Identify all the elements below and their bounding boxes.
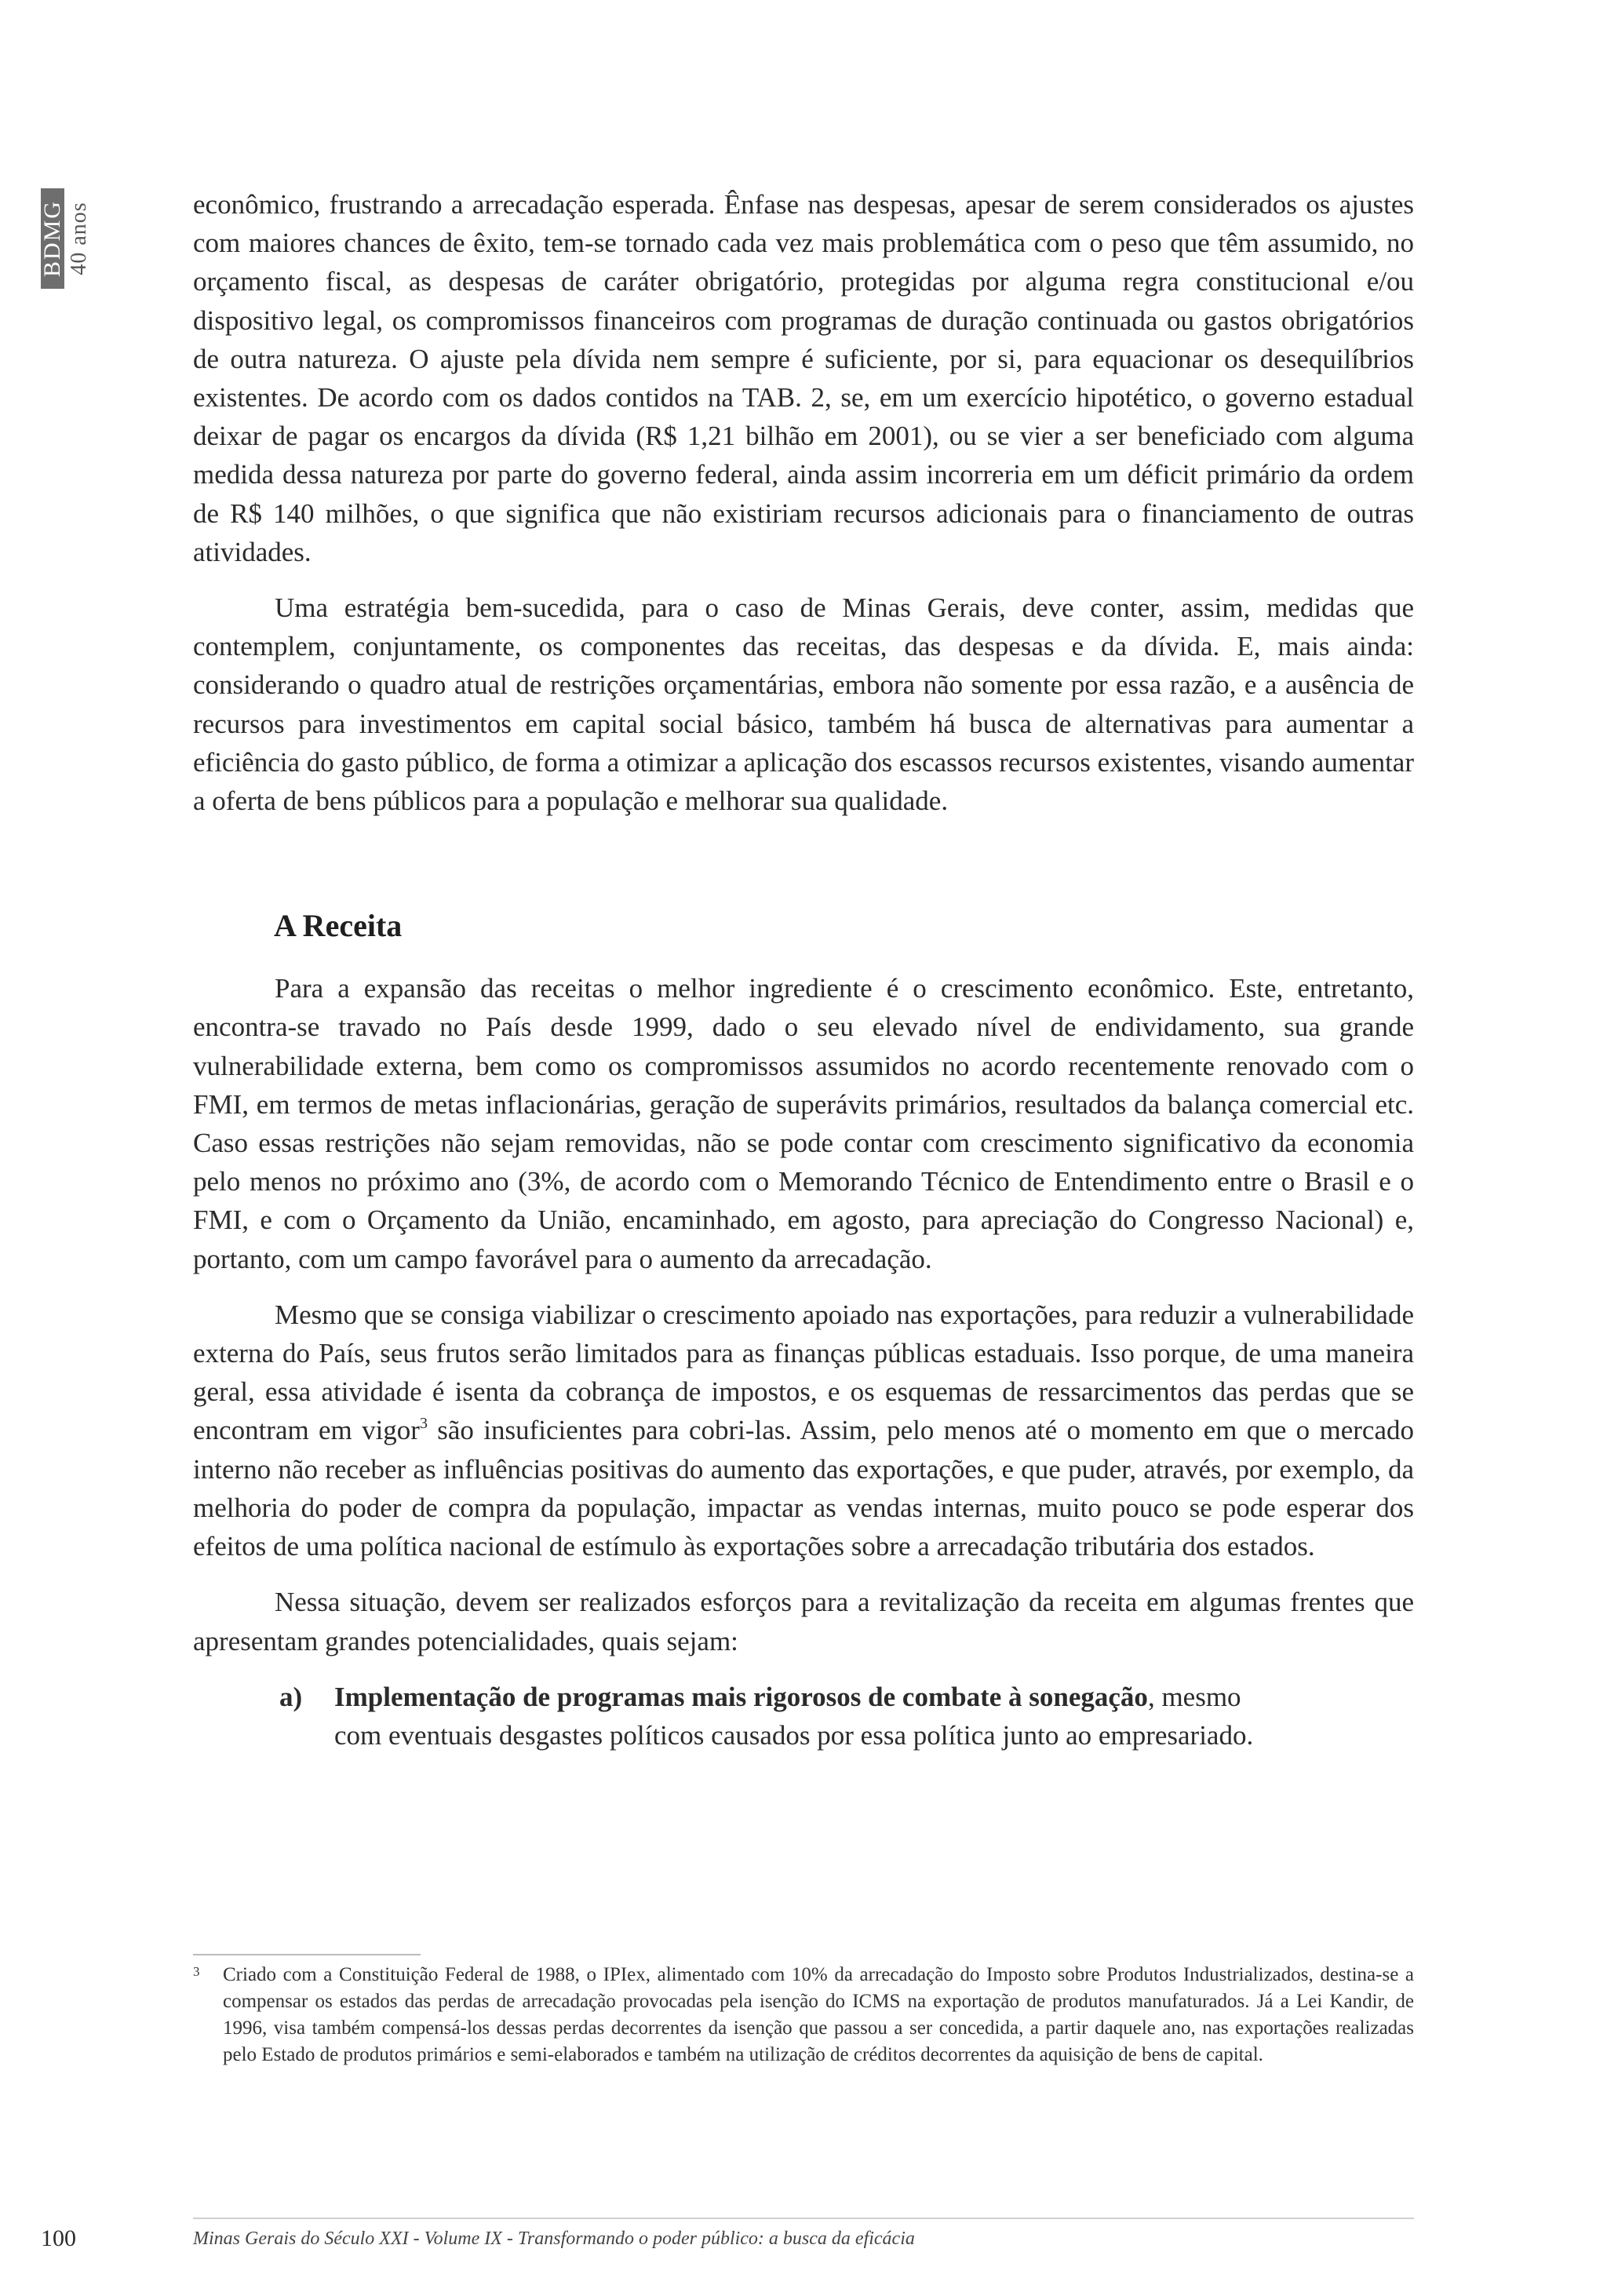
list-item-a-line-2: com eventuais desgastes políticos causados por essa política junto ao empresariado. [334, 1719, 1254, 1751]
paragraph-1: econômico, frustrando a arrecadação esperada. Ênfase nas despesas, apesar de serem considerados os ajustes com maiores chances de êxito, tem-se tornado cada vez mais problemática com o peso que têm assumido, no orçamento fiscal, as despesas de caráter obrigatório, protegidas por alguma regra constitucional e/ou dispositivo legal, os compromissos financeiros com programas de duração continuada ou gastos obrigatórios de outra natureza. O ajuste pela dívida nem sempre é suficiente, por si, para equacionar os desequilíbrios existentes. De acordo com os dados contidos na TAB. 2, se, em um exercício hipotético, o governo estadual deixar de pagar os encargos da dívida (R$ 1,21 bilhão em 2001), ou se vier a ser beneficiado com alguma medida dessa natureza por parte do governo federal, ainda assim incorreria em um déficit primário da ordem de R$ 140 milhões, o que significa que não existiriam recursos adicionais para o financiamento de outras atividades. [193, 189, 1414, 567]
paragraph-2: Uma estratégia bem-sucedida, para o caso de Minas Gerais, deve conter, assim, medidas que contemplem, conjuntamente, os componentes das receitas, das despesas e da dívida. E, mais ainda: considerando o quadro atual de restrições orçamentárias, embora não somente por essa razão, e a ausência de recursos para investimentos em capital social básico, também há busca de alternativas para aumentar a eficiência do gasto público, de forma a otimizar a aplicação dos escassos recursos existentes, visando aumentar a oferta de bens públicos para a população e melhorar sua qualidade. [193, 592, 1414, 817]
years-label: 40 anos [67, 202, 91, 275]
running-title: Minas Gerais do Século XXI - Volume IX - Transformando o poder público: a busca da eficácia [193, 2229, 915, 2249]
brand-label-box [41, 188, 64, 289]
footnote-number: 3 [193, 1964, 200, 1979]
paragraph-4-text-b: são insuficientes para cobri-las. Assim, pelo menos até o momento em que o mercado interno não receber as influências positivas do aumento das exportações, e que puder, através, por exemplo, da melhoria do poder de compra da população, impactar as vendas internas, muito pouco se pode esperar dos efeitos de uma política nacional de estímulo às exportações sobre a arrecadação tributária dos estados. [193, 1415, 1414, 1562]
page-number: 100 [41, 2225, 76, 2251]
list-item-a-label: a) [279, 1681, 303, 1712]
footnote-ref: 3 [419, 1414, 428, 1432]
main-text [193, 185, 1414, 1755]
paragraph-3: Para a expansão das receitas o melhor ingrediente é o crescimento econômico. Este, entretanto, encontra-se travado no País desde 1999, dado o seu elevado nível de endividamento, sua grande vulnerabilidade externa, bem como os compromissos assumidos no acordo recentemente renovado com o FMI, em termos de metas inflacionárias, geração de superávits primários, resultados da balança comercial etc. Caso essas restrições não sejam removidas, não se pode contar com crescimento significativo da economia pelo menos no próximo ano (3%, de acordo com o Memorando Técnico de Entendimento entre o Brasil e o FMI, e com o Orçamento da União, encaminhado, em agosto, para apreciação do Congresso Nacional) e, portanto, com um campo favorável para o aumento da arrecadação. [193, 973, 1414, 1274]
paragraph-5: Nessa situação, devem ser realizados esforços para a revitalização da receita em algumas frentes que apresentam grandes potencialidades, quais sejam: [193, 1587, 1414, 1656]
list-item-a [279, 1678, 1414, 1755]
brand-label: BDMG [39, 199, 65, 278]
list-item-a-rest: , mesmo [1147, 1681, 1241, 1712]
paragraph-4 [193, 1296, 1414, 1565]
list-item-a-bold: Implementação de programas mais rigorosos de combate à sonegação [334, 1681, 1148, 1712]
side-tab [41, 188, 97, 289]
list-item-a-line-1 [279, 1678, 1414, 1716]
footnote [193, 1962, 1414, 2068]
footer-divider [193, 2218, 1414, 2219]
section-heading: A Receita [274, 908, 403, 944]
years-label-box [66, 188, 93, 289]
paragraph-4-text-a: Mesmo que se consiga viabilizar o crescimento apoiado nas exportações, para reduzir a vulnerabilidade externa do País, seus frutos serão limitados para as finanças públicas estaduais. Isso porque, de uma maneira geral, essa atividade é isenta da cobrança de impostos, e os esquemas de ressarcimentos das perdas que se encontram em vigor [193, 1299, 1414, 1446]
footnote-text: Criado com a Constituição Federal de 1988, o IPIex, alimentado com 10% da arrecadação do Imposto sobre Produtos Industrializados, destina-se a compensar os estados das perdas de arrecadação provocadas pela isenção do ICMS na exportação de produtos manufaturados. Já a Lei Kandir, de 1996, visa também compensá-los dessas perdas decorrentes da isenção que passou a ser concedida, a partir daquele ano, nas exportações realizadas pelo Estado de produtos primários e semi-elaborados e também na utilização de créditos decorrentes da aquisição de bens de capital. [223, 1964, 1414, 2065]
footnote-divider [193, 1954, 421, 1955]
